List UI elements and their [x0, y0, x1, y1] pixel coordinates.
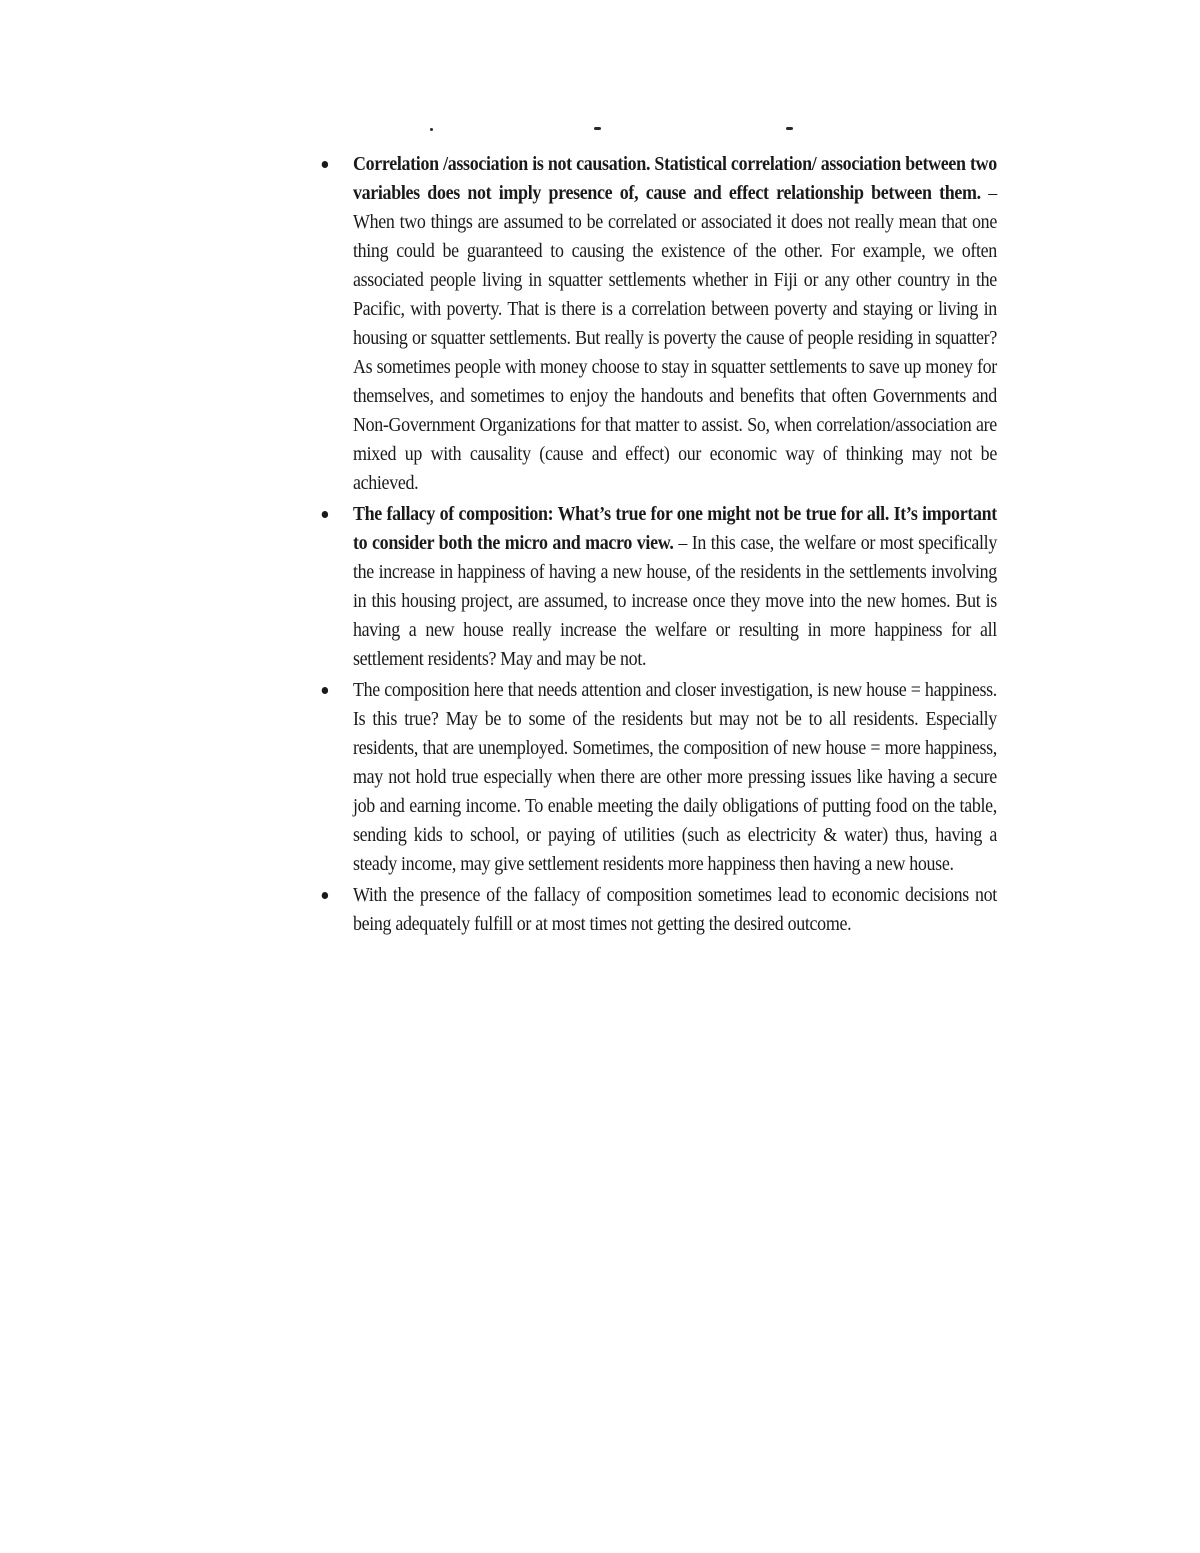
- bullet-item-correlation: [318, 150, 997, 498]
- bullet-item-fallacy-of-composition: [318, 500, 997, 674]
- scan-mark: [594, 127, 601, 130]
- bullet-list: [318, 150, 997, 939]
- bullet-body-text: – In this case, the welfare or most specifically the increase in happiness of having a new house, of the residents in the settlements involving in this housing project, are assumed, to increase once they move into the new homes. But is having a new house really increase the welfare or resulting in more happiness for all settlement residents? May and may be not.: [352, 533, 997, 670]
- bullet-item-composition-happiness: [318, 676, 997, 879]
- bullet-body-text: With the presence of the fallacy of composition sometimes lead to economic decisions not being adequately fulfill or at most times not getting the desired outcome.: [352, 885, 997, 935]
- bullet-lead-text: Correlation /association is not causation. Statistical correlation/ association between two variables does not imply presence of, cause and effect relationship between them.: [352, 154, 997, 204]
- bullet-icon: [322, 892, 328, 899]
- bullet-lead-text: The fallacy of composition: What’s true for one might not be true for all. It’s important to consider both the micro and macro view.: [352, 504, 997, 554]
- bullet-icon: [322, 161, 328, 168]
- bullet-icon: [322, 687, 328, 694]
- scan-artifact-marks: [430, 124, 810, 134]
- bullet-body-text: – When two things are assumed to be correlated or associated it does not really mean that one thing could be guaranteed to causing the existence of the other. For example, we often associated people living in squatter settlements whether in Fiji or any other country in the Pacific, with poverty. That is there is a correlation between poverty and staying or living in housing or squatter settlements. But really is poverty the cause of people residing in squatter? As sometimes people with money choose to stay in squatter settlements to save up money for themselves, and sometimes to enjoy the handouts and benefits that often Governments and Non-Government Organizations for that matter to assist. So, when correlation/association are mixed up with causality (cause and effect) our economic way of thinking may not be achieved.: [352, 183, 997, 494]
- document-body: [318, 150, 997, 941]
- scan-mark: [430, 128, 433, 131]
- bullet-item-economic-decisions: [318, 881, 997, 939]
- bullet-icon: [322, 511, 328, 518]
- scan-mark: [786, 127, 793, 130]
- bullet-body-text: The composition here that needs attention and closer investigation, is new house = happiness. Is this true? May be to some of the residents but may not be to all residents. Especially residents, that are unemployed. Sometimes, the composition of new house = more happiness, may not hold true especially when there are other more pressing issues like having a secure job and earning income. To enable meeting the daily obligations of putting food on the table, sending kids to school, or paying of utilities (such as electricity & water) thus, having a steady income, may give settlement residents more happiness then having a new house.: [352, 680, 997, 875]
